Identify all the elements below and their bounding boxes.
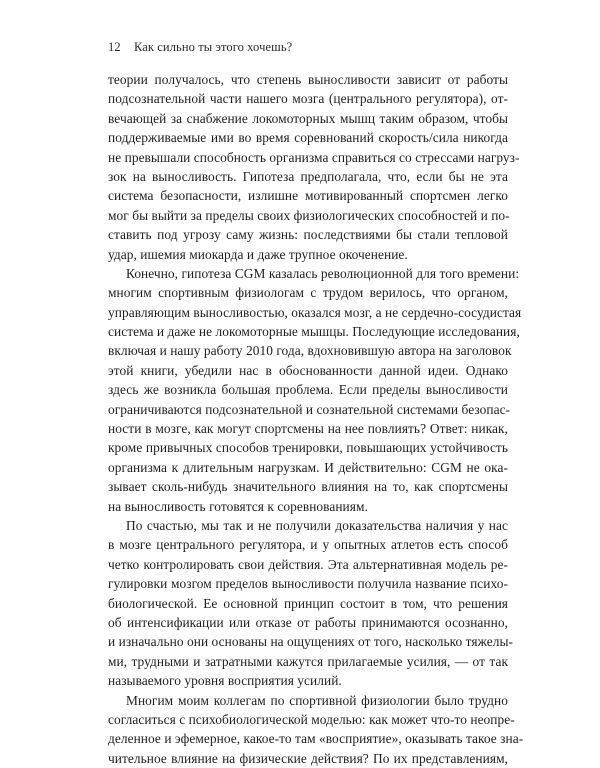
text-line: ограничиваются подсознательной и сознательной системами безопас- [108, 400, 508, 419]
text-line: зок на выносливость. Гипотеза предполагала, что, если бы не эта [108, 167, 508, 186]
text-line: мог бы выйти за пределы своих физиологических способностей и по- [108, 206, 508, 225]
text-line: в мозге центрального регулятора, и у опытных атлетов есть способ [108, 535, 508, 554]
text-line: и изначально они основаны на ощущениях от того, насколько тяжелы- [108, 632, 508, 651]
text-line: на выносливость готовятся к соревнованиям. [108, 497, 508, 516]
text-line: биологической. Ее основной принцип состоит в том, что решения [108, 594, 508, 613]
text-line: система безопасности, излишне мотивированный спортсмен легко [108, 186, 508, 205]
text-line: ности в мозге, как могут спортсмены на нее повлиять? Ответ: никак, [108, 419, 508, 438]
text-line: четко контролировать свои действия. Эта альтернативная модель ре- [108, 555, 508, 574]
text-line: управляющим выносливостью, оказался мозг, а не сердечно-сосудистая [108, 303, 508, 322]
text-line: подсознательной части нашего мозга (центрального регулятора), от- [108, 89, 508, 108]
text-line: об интенсификации или отказе от работы принимаются осознанно, [108, 613, 508, 632]
paragraph [108, 516, 508, 691]
text-line: не превышали способность организма справиться со стрессами нагруз- [108, 148, 508, 167]
text-line: По счастью, мы так и не получили доказательства наличия у нас [108, 516, 508, 535]
text-line: вечающей за снабжение локомоторных мышц таким образом, чтобы [108, 109, 508, 128]
text-line: включая и нашу работу 2010 года, вдохновившую автора на заголовок [108, 341, 508, 360]
text-line: этой книги, убедили нас в обоснованности данной идеи. Однако [108, 361, 508, 380]
text-line: организма к длительным нагрузкам. И действительно: CGM не ока- [108, 458, 508, 477]
paragraph [108, 691, 508, 768]
text-line: кроме привычных способов тренировки, повышающих устойчивость [108, 438, 508, 457]
paragraph [108, 70, 508, 264]
text-line: поддерживаемые ими во время соревнований скорость/сила никогда [108, 128, 508, 147]
page-number: 12 [108, 40, 121, 54]
text-line: теории получалось, что степень выносливости зависит от работы [108, 70, 508, 89]
text-line: называемого уровня восприятия усилий. [108, 671, 508, 690]
running-title: Как сильно ты этого хочешь? [134, 40, 292, 54]
text-line: зывает сколь-нибудь значительного влияния на то, как спортсмены [108, 477, 508, 496]
text-line: ми, трудными и затратными кажутся прилагаемые усилия, — от так [108, 652, 508, 671]
text-line: удар, ишемия миокарда и даже трупное окоченение. [108, 245, 508, 264]
text-line: гулировки мозгом пределов выносливости получила название психо- [108, 574, 508, 593]
text-line: многим спортивным физиологам с трудом верилось, что органом, [108, 283, 508, 302]
text-line: система и даже не локомоторные мышцы. Последующие исследования, [108, 322, 508, 341]
running-header [108, 40, 292, 55]
text-line: Конечно, гипотеза CGM казалась революционной для того времени: [108, 264, 508, 283]
text-line: деленное и эфемерное, какое-то там «восприятие», оказывать такое зна- [108, 729, 508, 748]
text-line: Многим моим коллегам по спортивной физиологии было трудно [108, 691, 508, 710]
text-line: чительное влияние на физические действия? По их представлениям, [108, 749, 508, 768]
body-text [108, 70, 508, 768]
paragraph [108, 264, 508, 516]
text-line: согласиться с психобиологической моделью: как может что-то неопре- [108, 710, 508, 729]
text-line: ставить под угрозу саму жизнь: последствиями бы стали тепловой [108, 225, 508, 244]
text-line: здесь же возникла большая проблема. Если пределы выносливости [108, 380, 508, 399]
